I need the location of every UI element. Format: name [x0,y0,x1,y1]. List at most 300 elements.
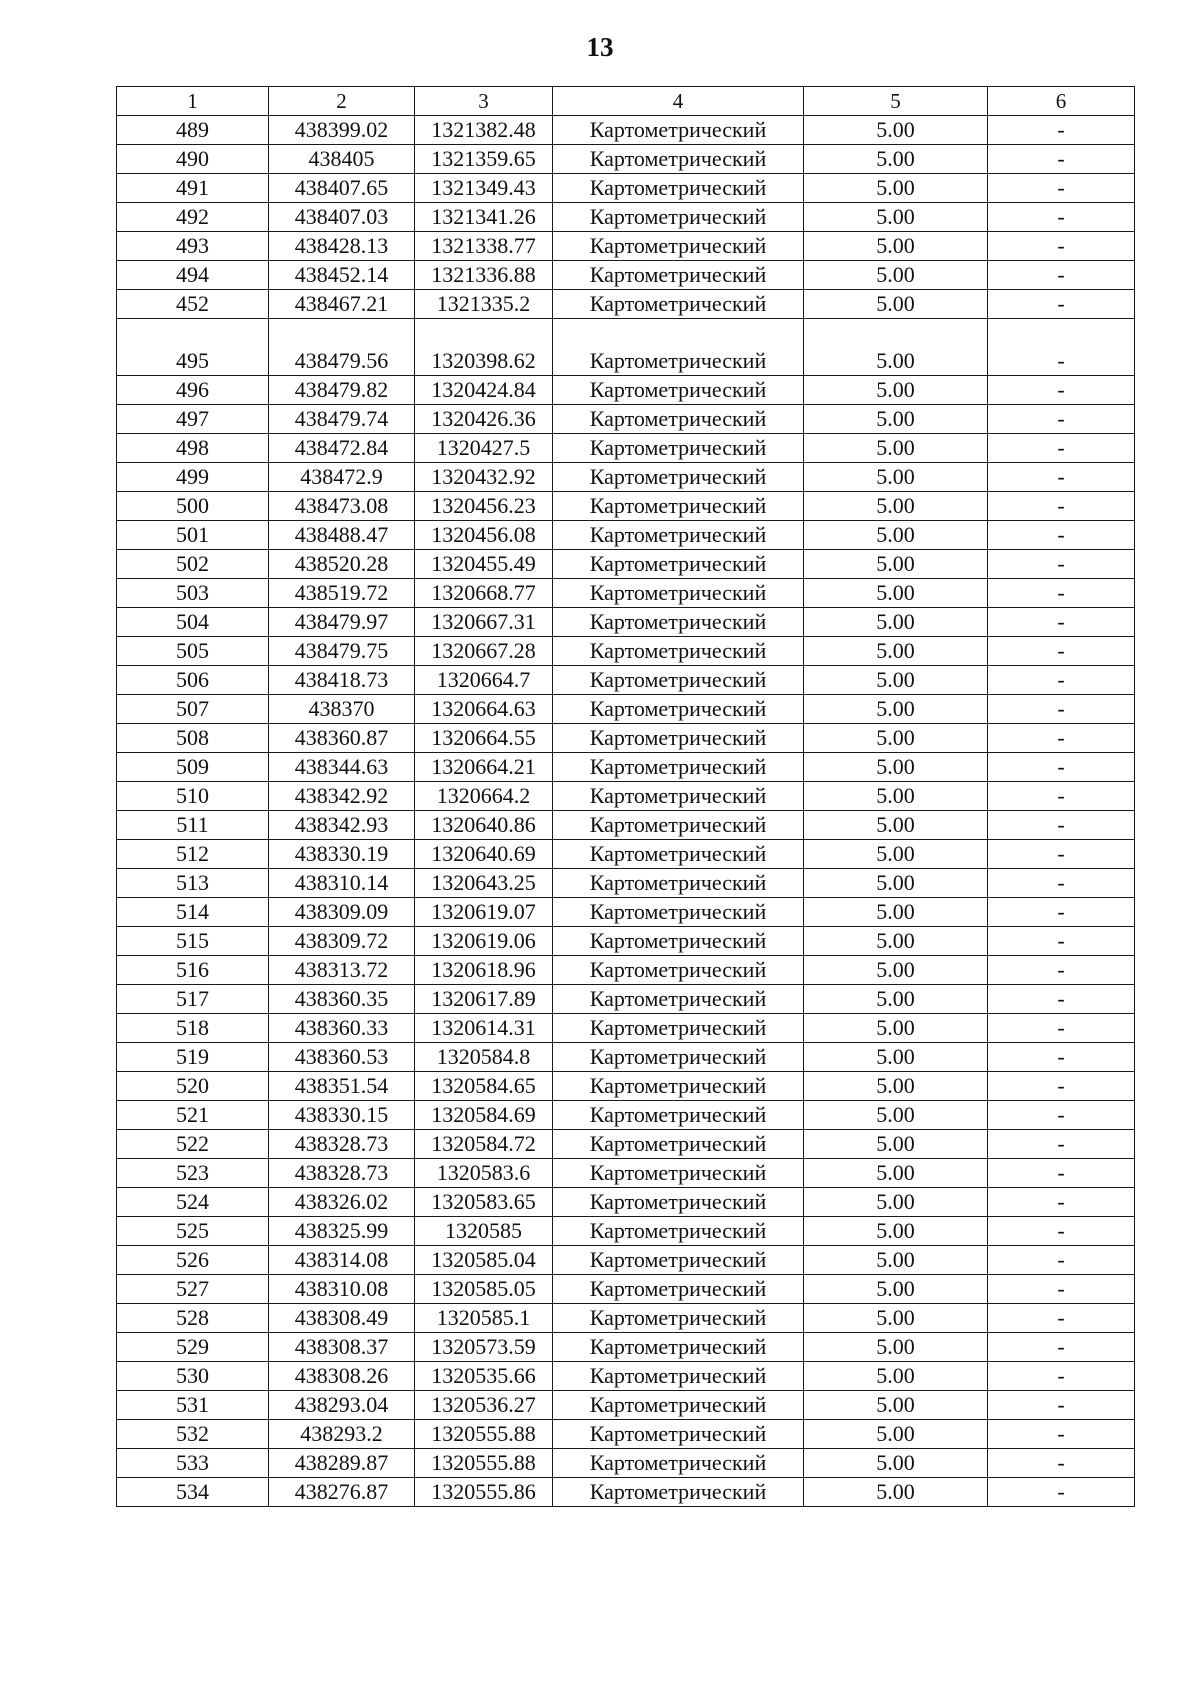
table-row [117,145,1135,174]
column-header-2: 2 [269,87,415,116]
table-row [117,579,1135,608]
cell-point-number: 534 [117,1478,269,1507]
cell-note: - [988,782,1135,811]
cell-accuracy: 5.00 [804,869,988,898]
cell-note: - [988,203,1135,232]
cell-point-number: 504 [117,608,269,637]
cell-coord-y: 1320640.69 [415,840,553,869]
cell-method: Картометрический [553,782,804,811]
cell-method: Картометрический [553,927,804,956]
cell-point-number: 498 [117,434,269,463]
table-row [117,1043,1135,1072]
cell-point-number: 494 [117,261,269,290]
cell-method: Картометрический [553,1304,804,1333]
cell-coord-x: 438342.92 [269,782,415,811]
cell-accuracy: 5.00 [804,608,988,637]
cell-point-number: 527 [117,1275,269,1304]
cell-coord-y: 1320583.65 [415,1188,553,1217]
cell-coord-y: 1320664.2 [415,782,553,811]
cell-note: - [988,666,1135,695]
cell-coord-x: 438472.9 [269,463,415,492]
cell-coord-x: 438342.93 [269,811,415,840]
cell-note: - [988,1304,1135,1333]
cell-point-number: 501 [117,521,269,550]
cell-note: - [988,376,1135,405]
cell-coord-x: 438399.02 [269,116,415,145]
cell-point-number: 492 [117,203,269,232]
cell-accuracy: 5.00 [804,1130,988,1159]
cell-note: - [988,434,1135,463]
cell-coord-y: 1320643.25 [415,869,553,898]
cell-coord-y: 1320456.08 [415,521,553,550]
cell-point-number: 499 [117,463,269,492]
cell-method: Картометрический [553,666,804,695]
cell-note: - [988,1246,1135,1275]
cell-point-number: 525 [117,1217,269,1246]
cell-accuracy: 5.00 [804,811,988,840]
cell-coord-y: 1320664.7 [415,666,553,695]
cell-note: - [988,1101,1135,1130]
cell-method: Картометрический [553,376,804,405]
cell-note: - [988,405,1135,434]
cell-accuracy: 5.00 [804,434,988,463]
cell-coord-x: 438370 [269,695,415,724]
table-row [117,116,1135,145]
table-row [117,724,1135,753]
cell-point-number: 520 [117,1072,269,1101]
cell-method: Картометрический [553,492,804,521]
cell-coord-y: 1320432.92 [415,463,553,492]
table-row [117,290,1135,319]
cell-coord-x: 438309.09 [269,898,415,927]
cell-point-number: 522 [117,1130,269,1159]
table-row [117,1391,1135,1420]
cell-point-number: 513 [117,869,269,898]
table-row [117,695,1135,724]
cell-method: Картометрический [553,1217,804,1246]
cell-point-number: 503 [117,579,269,608]
cell-method: Картометрический [553,724,804,753]
table-row [117,1275,1135,1304]
cell-note: - [988,724,1135,753]
cell-method: Картометрический [553,463,804,492]
cell-note: - [988,695,1135,724]
cell-note: - [988,1449,1135,1478]
cell-accuracy: 5.00 [804,1420,988,1449]
table-row [117,869,1135,898]
cell-coord-x: 438479.74 [269,405,415,434]
cell-point-number: 526 [117,1246,269,1275]
cell-note: - [988,145,1135,174]
cell-accuracy: 5.00 [804,1014,988,1043]
cell-coord-y: 1320584.65 [415,1072,553,1101]
table-row [117,956,1135,985]
table-row [117,261,1135,290]
cell-accuracy: 5.00 [804,290,988,319]
cell-accuracy: 5.00 [804,1159,988,1188]
column-header-1: 1 [117,87,269,116]
cell-method: Картометрический [553,1362,804,1391]
table-row [117,1072,1135,1101]
cell-method: Картометрический [553,550,804,579]
cell-point-number: 521 [117,1101,269,1130]
cell-accuracy: 5.00 [804,116,988,145]
cell-coord-x: 438479.75 [269,637,415,666]
cell-point-number: 506 [117,666,269,695]
cell-coord-y: 1320398.62 [415,347,553,376]
cell-accuracy: 5.00 [804,1304,988,1333]
cell-coord-x: 438308.37 [269,1333,415,1362]
cell-point-number: 511 [117,811,269,840]
cell-coord-x: 438289.87 [269,1449,415,1478]
cell-coord-x: 438488.47 [269,521,415,550]
cell-note: - [988,927,1135,956]
table-row [117,985,1135,1014]
cell-coord-x: 438313.72 [269,956,415,985]
table-row [117,1304,1135,1333]
cell-point-number: 510 [117,782,269,811]
cell-method: Картометрический [553,232,804,261]
cell-coord-x: 438479.97 [269,608,415,637]
table-row [117,898,1135,927]
cell-accuracy: 5.00 [804,724,988,753]
cell-accuracy: 5.00 [804,1072,988,1101]
cell-point-number: 452 [117,290,269,319]
cell-point-number: 516 [117,956,269,985]
cell-coord-y: 1320664.21 [415,753,553,782]
cell-accuracy: 5.00 [804,1362,988,1391]
cell-accuracy: 5.00 [804,1333,988,1362]
cell-coord-x: 438330.15 [269,1101,415,1130]
cell-accuracy: 5.00 [804,550,988,579]
cell-note: - [988,811,1135,840]
cell-method: Картометрический [553,116,804,145]
cell-method: Картометрический [553,347,804,376]
cell-point-number: 495 [117,347,269,376]
cell-coord-x: 438330.19 [269,840,415,869]
cell-coord-x: 438276.87 [269,1478,415,1507]
cell-coord-y: 1320640.86 [415,811,553,840]
cell-note: - [988,1391,1135,1420]
cell-note: - [988,1217,1135,1246]
cell-coord-x: 438428.13 [269,232,415,261]
cell-method: Картометрический [553,898,804,927]
cell-note: - [988,637,1135,666]
cell-coord-x: 438328.73 [269,1159,415,1188]
cell-method: Картометрический [553,985,804,1014]
cell-coord-y: 1320555.88 [415,1449,553,1478]
column-header-3: 3 [415,87,553,116]
cell-coord-x: 438308.49 [269,1304,415,1333]
cell-point-number: 524 [117,1188,269,1217]
cell-coord-y: 1321338.77 [415,232,553,261]
cell-point-number: 530 [117,1362,269,1391]
cell-point-number: 505 [117,637,269,666]
cell-coord-x: 438310.08 [269,1275,415,1304]
cell-coord-y: 1320456.23 [415,492,553,521]
cell-point-number: 518 [117,1014,269,1043]
cell-point-number: 529 [117,1333,269,1362]
cell-coord-y: 1320614.31 [415,1014,553,1043]
cell-point-number: 519 [117,1043,269,1072]
cell-point-number: 515 [117,927,269,956]
table-row [117,1449,1135,1478]
cell-coord-y: 1320664.55 [415,724,553,753]
cell-accuracy: 5.00 [804,521,988,550]
cell-coord-x: 438467.21 [269,290,415,319]
cell-accuracy: 5.00 [804,174,988,203]
table-row [117,1246,1135,1275]
cell-note: - [988,1072,1135,1101]
cell-method: Картометрический [553,1101,804,1130]
cell-method: Картометрический [553,956,804,985]
cell-accuracy: 5.00 [804,753,988,782]
cell-coord-y: 1320426.36 [415,405,553,434]
cell-coord-y: 1320585.04 [415,1246,553,1275]
table-row [117,376,1135,405]
cell-coord-y: 1320617.89 [415,985,553,1014]
cell-coord-x: 438293.04 [269,1391,415,1420]
cell-coord-x: 438360.87 [269,724,415,753]
table-row [117,463,1135,492]
cell-point-number: 507 [117,695,269,724]
cell-method: Картометрический [553,753,804,782]
cell-note: - [988,840,1135,869]
cell-method: Картометрический [553,579,804,608]
cell-coord-x: 438293.2 [269,1420,415,1449]
cell-accuracy: 5.00 [804,1101,988,1130]
cell-coord-y: 1321336.88 [415,261,553,290]
cell-accuracy: 5.00 [804,347,988,376]
cell-coord-y: 1320573.59 [415,1333,553,1362]
cell-method: Картометрический [553,1391,804,1420]
cell-coord-y: 1320584.72 [415,1130,553,1159]
table-row [117,811,1135,840]
cell-coord-x [269,319,415,348]
cell-coord-y: 1320455.49 [415,550,553,579]
cell-coord-y: 1321349.43 [415,174,553,203]
cell-accuracy: 5.00 [804,492,988,521]
cell-accuracy: 5.00 [804,1449,988,1478]
cell-method: Картометрический [553,521,804,550]
cell-coord-x: 438472.84 [269,434,415,463]
cell-accuracy: 5.00 [804,1217,988,1246]
cell-note: - [988,869,1135,898]
cell-method: Картометрический [553,840,804,869]
cell-note: - [988,1159,1135,1188]
cell-method: Картометрический [553,174,804,203]
cell-accuracy: 5.00 [804,232,988,261]
table-row [117,1362,1135,1391]
cell-coord-x: 438360.53 [269,1043,415,1072]
cell-method: Картометрический [553,1188,804,1217]
cell-coord-x: 438520.28 [269,550,415,579]
cell-coord-y: 1320427.5 [415,434,553,463]
table-row [117,319,1135,348]
cell-note: - [988,1188,1135,1217]
cell-method: Картометрический [553,608,804,637]
cell-point-number: 509 [117,753,269,782]
cell-note: - [988,492,1135,521]
table-row [117,203,1135,232]
table-row [117,434,1135,463]
cell-method: Картометрический [553,1246,804,1275]
cell-coord-y: 1320585.1 [415,1304,553,1333]
cell-coord-y: 1320536.27 [415,1391,553,1420]
cell-note: - [988,1014,1135,1043]
cell-note: - [988,579,1135,608]
cell-point-number: 532 [117,1420,269,1449]
cell-accuracy: 5.00 [804,840,988,869]
cell-coord-y: 1320668.77 [415,579,553,608]
cell-coord-y: 1320583.6 [415,1159,553,1188]
cell-coord-y: 1320664.63 [415,695,553,724]
cell-note: - [988,521,1135,550]
column-header-4: 4 [553,87,804,116]
table-row [117,1014,1135,1043]
cell-method: Картометрический [553,811,804,840]
cell-point-number: 508 [117,724,269,753]
cell-accuracy [804,319,988,348]
page-number: 13 [586,32,614,62]
cell-note: - [988,550,1135,579]
cell-method: Картометрический [553,1449,804,1478]
cell-note: - [988,608,1135,637]
cell-coord-y: 1320619.06 [415,927,553,956]
cell-method: Картометрический [553,434,804,463]
cell-note: - [988,174,1135,203]
cell-method: Картометрический [553,405,804,434]
cell-note: - [988,1275,1135,1304]
cell-note: - [988,290,1135,319]
cell-coord-y: 1320584.69 [415,1101,553,1130]
cell-method: Картометрический [553,1275,804,1304]
cell-note: - [988,1478,1135,1507]
cell-coord-x: 438418.73 [269,666,415,695]
cell-method: Картометрический [553,695,804,724]
cell-note: - [988,1333,1135,1362]
cell-method [553,319,804,348]
cell-coord-x: 438479.82 [269,376,415,405]
cell-accuracy: 5.00 [804,1275,988,1304]
cell-method: Картометрический [553,290,804,319]
cell-point-number: 497 [117,405,269,434]
cell-coord-x: 438479.56 [269,347,415,376]
table-row [117,521,1135,550]
cell-note [988,319,1135,348]
cell-coord-x: 438519.72 [269,579,415,608]
cell-coord-x: 438314.08 [269,1246,415,1275]
table-row [117,782,1135,811]
cell-point-number: 533 [117,1449,269,1478]
cell-coord-x: 438309.72 [269,927,415,956]
cell-point-number: 514 [117,898,269,927]
cell-coord-x: 438473.08 [269,492,415,521]
table-row [117,840,1135,869]
cell-coord-x: 438308.26 [269,1362,415,1391]
cell-coord-y: 1320555.86 [415,1478,553,1507]
cell-coord-y: 1321335.2 [415,290,553,319]
table-row [117,1130,1135,1159]
cell-coord-y: 1321382.48 [415,116,553,145]
cell-method: Картометрический [553,203,804,232]
cell-method: Картометрический [553,637,804,666]
cell-method: Картометрический [553,1072,804,1101]
cell-note: - [988,116,1135,145]
cell-note: - [988,1420,1135,1449]
cell-point-number [117,319,269,348]
cell-method: Картометрический [553,1478,804,1507]
cell-coord-x: 438452.14 [269,261,415,290]
table-row [117,1217,1135,1246]
table-row [117,608,1135,637]
cell-note: - [988,985,1135,1014]
cell-point-number: 523 [117,1159,269,1188]
cell-accuracy: 5.00 [804,898,988,927]
table-row [117,1101,1135,1130]
cell-accuracy: 5.00 [804,376,988,405]
cell-point-number: 493 [117,232,269,261]
cell-accuracy: 5.00 [804,261,988,290]
cell-accuracy: 5.00 [804,1188,988,1217]
cell-accuracy: 5.00 [804,666,988,695]
cell-accuracy: 5.00 [804,695,988,724]
cell-point-number: 528 [117,1304,269,1333]
cell-coord-x: 438328.73 [269,1130,415,1159]
cell-method: Картометрический [553,1043,804,1072]
cell-accuracy: 5.00 [804,927,988,956]
table-row [117,637,1135,666]
cell-method: Картометрический [553,869,804,898]
cell-point-number: 491 [117,174,269,203]
cell-coord-x: 438326.02 [269,1188,415,1217]
table-row [117,1420,1135,1449]
cell-note: - [988,1362,1135,1391]
cell-coord-y: 1320667.31 [415,608,553,637]
cell-point-number: 490 [117,145,269,174]
table-body [117,116,1135,1507]
cell-method: Картометрический [553,1159,804,1188]
cell-note: - [988,232,1135,261]
cell-point-number: 489 [117,116,269,145]
cell-coord-y: 1320585.05 [415,1275,553,1304]
cell-coord-y: 1320424.84 [415,376,553,405]
cell-accuracy: 5.00 [804,637,988,666]
table-row [117,927,1135,956]
cell-coord-x: 438351.54 [269,1072,415,1101]
cell-coord-y: 1320535.66 [415,1362,553,1391]
table-row [117,666,1135,695]
cell-note: - [988,463,1135,492]
table-row [117,492,1135,521]
cell-coord-x: 438344.63 [269,753,415,782]
cell-accuracy: 5.00 [804,405,988,434]
cell-coord-y: 1320619.07 [415,898,553,927]
cell-coord-x: 438360.35 [269,985,415,1014]
cell-coord-y: 1320555.88 [415,1420,553,1449]
cell-accuracy: 5.00 [804,579,988,608]
cell-coord-y: 1321359.65 [415,145,553,174]
cell-coord-x: 438407.03 [269,203,415,232]
cell-point-number: 531 [117,1391,269,1420]
cell-point-number: 502 [117,550,269,579]
cell-coord-y: 1320584.8 [415,1043,553,1072]
table-row [117,347,1135,376]
cell-method: Картометрический [553,1014,804,1043]
cell-method: Картометрический [553,1420,804,1449]
table-row [117,405,1135,434]
table-row [117,1478,1135,1507]
